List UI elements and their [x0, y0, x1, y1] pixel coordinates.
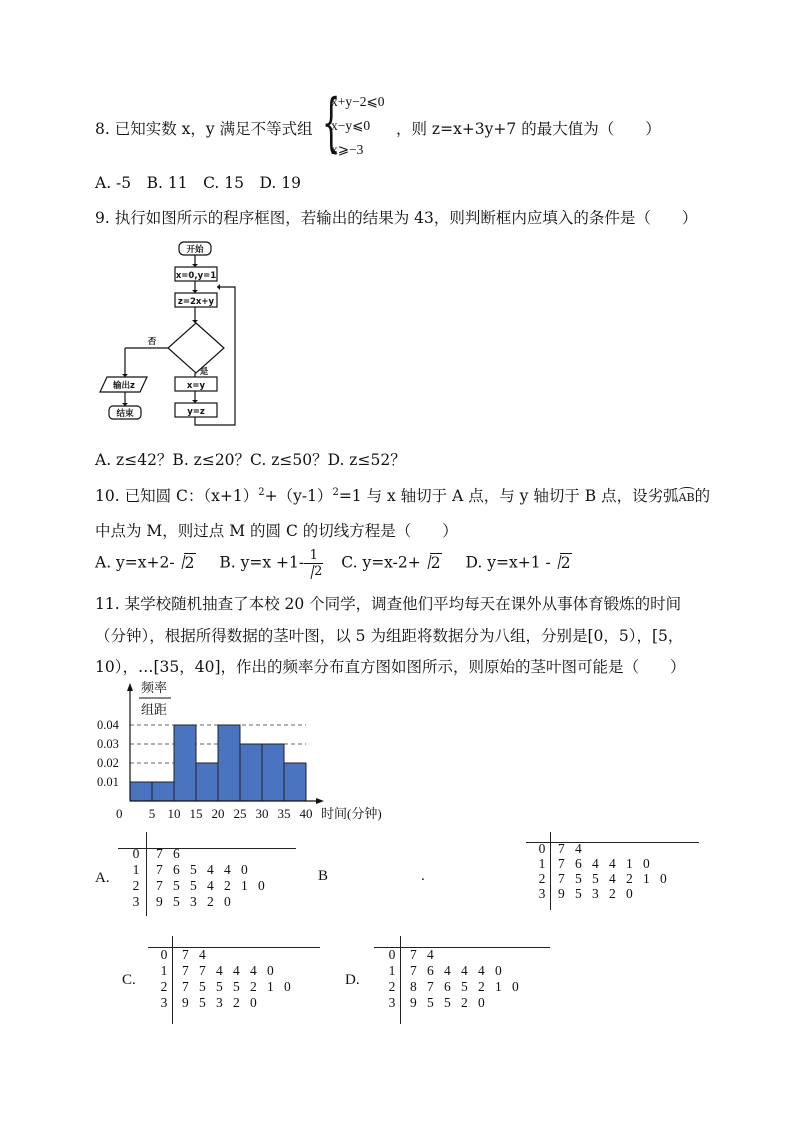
leaf-value: 6 [173, 846, 180, 861]
leaf-value: 5 [173, 894, 180, 909]
leaf-value: 2 [609, 886, 616, 901]
arc-ab: AB [678, 491, 695, 504]
leaf-value: 7 [410, 963, 417, 978]
x-tick-label: 25 [233, 806, 247, 821]
leaf-value: 5 [575, 871, 582, 886]
flow-end-label: 结束 [116, 409, 134, 419]
leaf-value: 0 [250, 995, 257, 1010]
leaf-value: 9 [558, 886, 565, 901]
q10-option-b: B. y=x +1- [219, 553, 305, 572]
inequality-1: x+y−2⩽0 [331, 94, 385, 109]
stem-value: 0 [160, 947, 168, 962]
leaf-value: 4 [216, 963, 223, 978]
stem-leaf-d [374, 936, 552, 1024]
leaf-value: 0 [643, 856, 650, 871]
leaf-value: 4 [444, 963, 451, 978]
leaf-value: 4 [609, 856, 616, 871]
leaf-value: 4 [207, 878, 214, 893]
leaf-value: 7 [156, 846, 163, 861]
flow-no-label: 否 [147, 337, 157, 347]
leaf-value: 5 [199, 979, 206, 994]
flow-output-label: 输出z [113, 381, 135, 391]
leaf-value: 7 [558, 871, 565, 886]
leaf-value: 2 [626, 871, 633, 886]
option-b-label: B [318, 868, 329, 884]
stem-value: 2 [132, 878, 140, 893]
leaf-value: 5 [444, 995, 451, 1010]
leaf-value: 5 [592, 871, 599, 886]
leaf-value: 3 [190, 894, 197, 909]
leaf-value: 6 [173, 862, 180, 877]
q9-stem: 9. 执行如图所示的程序框图，若输出的结果为 43，则判断框内应填入的条件是（ ） [95, 209, 698, 227]
x-axis-arrow-icon [316, 798, 324, 804]
flow-yes-label: 是 [199, 367, 209, 377]
leaf-value: 7 [156, 862, 163, 877]
q11-line1: 11. 某学校随机抽查了本校 20 个同学，调查他们平均每天在课外从事体育锻炼的时间 [95, 595, 682, 613]
histogram-bar [262, 744, 284, 801]
y-tick-label: 0.01 [97, 775, 119, 789]
leaf-value: 0 [626, 886, 633, 901]
sqrt-icon: 2 [175, 554, 196, 572]
leaf-value: 9 [410, 995, 417, 1010]
leaf-value: 7 [410, 947, 417, 962]
fraction: $\frac{1}{2}$ [304, 548, 323, 579]
stem-leaf-a [118, 832, 298, 916]
q10-text-d: 的 [694, 487, 711, 505]
leaf-value: 6 [444, 979, 451, 994]
leaf-value: 4 [609, 871, 616, 886]
stem-value: 1 [160, 963, 168, 978]
leaf-value: 0 [241, 862, 248, 877]
leaf-value: 5 [190, 878, 197, 893]
leaf-value: 3 [592, 886, 599, 901]
option-b-dot: . [421, 868, 425, 884]
option-d-label: D. [345, 972, 360, 988]
inequality-3: x⩾−3 [331, 142, 364, 157]
q8-stem-b: ，则 z=x+3y+7 的最大值为（ ） [396, 120, 661, 138]
leaf-value: 2 [478, 979, 485, 994]
stem-leaf-top-rule [148, 947, 320, 948]
stem-value: 3 [538, 886, 546, 901]
leaf-value: 0 [478, 995, 485, 1010]
stem-value: 0 [132, 846, 140, 861]
leaf-value: 6 [575, 856, 582, 871]
q10-sup-1: 2 [258, 486, 265, 498]
y-tick-label: 0.03 [97, 737, 119, 751]
leaf-value: 1 [626, 856, 633, 871]
inequality-system [322, 86, 402, 160]
histogram-bar [152, 782, 174, 801]
histogram-bar [240, 744, 262, 801]
x-tick-label: 30 [255, 806, 269, 821]
stem-value: 1 [538, 856, 546, 871]
leaf-value: 4 [250, 963, 257, 978]
y-tick-label: 0.02 [97, 756, 119, 770]
chart-xlabel: 时间(分钟) [321, 806, 382, 821]
q10-option-a: A. y=x+2- [95, 553, 175, 572]
q10-stem-line2: 中点为 M，则过点 M 的圆 C 的切线方程是（ ） [95, 522, 458, 540]
leaf-value: 7 [182, 963, 189, 978]
leaf-value: 4 [427, 947, 434, 962]
histogram-bar [130, 782, 152, 801]
leaf-value: 7 [182, 947, 189, 962]
leaf-value: 1 [241, 878, 248, 893]
y-tick-label: 0.04 [97, 718, 119, 732]
leaf-value: 9 [182, 995, 189, 1010]
leaf-value: 0 [495, 963, 502, 978]
stem-value: 0 [388, 947, 396, 962]
leaf-value: 5 [173, 878, 180, 893]
q10-text-b: +（y-1） [264, 487, 333, 505]
q10-option-c: C. y=x-2+ [341, 553, 421, 572]
leaf-value: 4 [199, 947, 206, 962]
stem-leaf-divider [172, 936, 173, 1024]
leaf-value: 5 [427, 995, 434, 1010]
flowchart [97, 240, 247, 430]
x-tick-label: 35 [277, 806, 291, 821]
leaf-value: 5 [233, 979, 240, 994]
q9-options: A. z≤42？B. z≤20？C. z≤50？D. z≤52？ [95, 451, 406, 469]
leaf-value: 4 [575, 841, 582, 856]
chart-ylabel-bottom: 组距 [141, 702, 168, 717]
stem-value: 3 [160, 995, 168, 1010]
leaf-value: 0 [267, 963, 274, 978]
leaf-value: 5 [575, 886, 582, 901]
stem-leaf-c [148, 936, 323, 1024]
stem-leaf-divider [550, 832, 551, 910]
leaf-value: 6 [427, 963, 434, 978]
leaf-value: 1 [267, 979, 274, 994]
stem-value: 0 [538, 841, 546, 856]
x-tick-label: 10 [167, 806, 181, 821]
histogram-bar [174, 725, 196, 801]
leaf-value: 2 [461, 995, 468, 1010]
stem-leaf-divider [400, 936, 401, 1024]
x-tick-label: 40 [299, 806, 313, 821]
flow-decision-diamond [168, 323, 224, 373]
histogram-bar [284, 763, 306, 801]
leaf-value: 4 [224, 862, 231, 877]
leaf-value: 7 [182, 979, 189, 994]
flow-assign-y-label: y=z [187, 407, 205, 417]
brace-icon: { [322, 86, 341, 160]
stem-leaf-divider [146, 832, 147, 916]
leaf-value: 4 [592, 856, 599, 871]
q10-text-a: 10. 已知圆 C：（x+1） [95, 487, 259, 505]
chart-ylabel-top: 频率 [141, 680, 168, 695]
leaf-value: 4 [207, 862, 214, 877]
leaf-value: 2 [207, 894, 214, 909]
leaf-value: 0 [224, 894, 231, 909]
option-c-label: C. [122, 972, 136, 988]
x-tick-label: 15 [189, 806, 203, 821]
leaf-value: 2 [224, 878, 231, 893]
leaf-value: 7 [199, 963, 206, 978]
leaf-value: 7 [156, 878, 163, 893]
leaf-value: 8 [410, 979, 417, 994]
leaf-value: 5 [190, 862, 197, 877]
stem-value: 1 [132, 862, 140, 877]
inequality-2: x−y⩽0 [331, 118, 371, 133]
frequency-histogram [95, 678, 415, 826]
stem-value: 2 [160, 979, 168, 994]
leaf-value: 4 [461, 963, 468, 978]
histogram-bar [218, 725, 240, 801]
leaf-value: 2 [250, 979, 257, 994]
leaf-value: 5 [216, 979, 223, 994]
leaf-value: 2 [233, 995, 240, 1010]
q10-sup-2: 2 [332, 486, 339, 498]
flow-assign-z-label: z=2x+y [177, 297, 215, 307]
q11-line2: （分钟），根据所得数据的茎叶图，以 5 为组距将数据分为八组，分别是[0，5），[5， [95, 627, 684, 645]
stem-value: 3 [132, 894, 140, 909]
leaf-value: 7 [558, 856, 565, 871]
q10-options [95, 548, 572, 579]
histogram-bar [196, 763, 218, 801]
leaf-value: 5 [461, 979, 468, 994]
y-axis-arrow-icon [127, 683, 133, 691]
chart-origin: 0 [116, 806, 123, 821]
x-tick-label: 20 [211, 806, 225, 821]
leaf-value: 1 [495, 979, 502, 994]
leaf-value: 7 [558, 841, 565, 856]
stem-value: 2 [538, 871, 546, 886]
option-a-label: A. [95, 870, 110, 886]
leaf-value: 0 [512, 979, 519, 994]
q10-option-d: D. y=x+1 - [465, 553, 551, 572]
x-tick-label: 5 [148, 806, 156, 821]
flow-init-label: x=0,y=1 [175, 271, 217, 281]
leaf-value: 0 [660, 871, 667, 886]
stem-leaf-top-rule [526, 842, 699, 843]
stem-value: 1 [388, 963, 396, 978]
sqrt-icon: 2 [421, 554, 442, 572]
stem-value: 2 [388, 979, 396, 994]
leaf-value: 7 [427, 979, 434, 994]
stem-leaf-b [526, 832, 701, 912]
leaf-value: 4 [233, 963, 240, 978]
q8-stem-a: 8. 已知实数 x，y 满足不等式组 [95, 120, 313, 138]
sqrt-icon: 2 [551, 554, 572, 572]
leaf-value: 1 [643, 871, 650, 886]
leaf-value: 3 [216, 995, 223, 1010]
q11-line3: 10），…[35，40]，作出的频率分布直方图如图所示，则原始的茎叶图可能是（ ） [95, 658, 686, 676]
leaf-value: 5 [199, 995, 206, 1010]
flow-assign-x-label: x=y [186, 381, 206, 391]
leaf-value: 0 [284, 979, 291, 994]
q10-text-c: =1 与 x 轴切于 A 点，与 y 轴切于 B 点，设劣弧 [338, 487, 679, 505]
leaf-value: 0 [258, 878, 265, 893]
leaf-value: 4 [478, 963, 485, 978]
q8-options: A. -5 B. 11 C. 15 D. 19 [95, 174, 301, 192]
leaf-value: 9 [156, 894, 163, 909]
stem-value: 3 [388, 995, 396, 1010]
q10-stem-line1 [95, 484, 710, 506]
flow-start-label: 开始 [186, 245, 204, 255]
stem-leaf-top-rule [118, 848, 296, 849]
